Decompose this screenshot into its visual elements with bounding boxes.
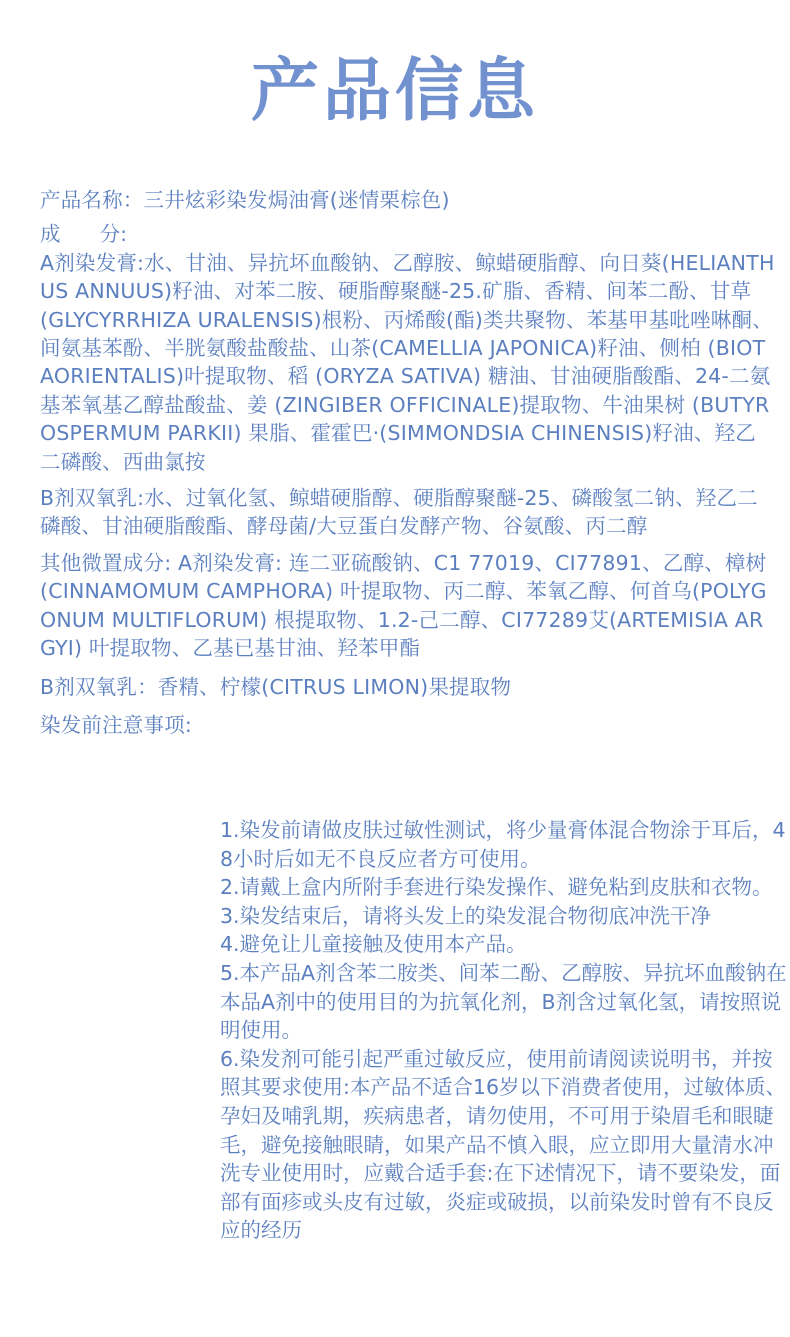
note-item: 4.避免让儿童接触及使用本产品。 — [220, 932, 527, 957]
note-item: 3.染发结束后，请将头发上的染发混合物彻底冲洗干净 — [220, 903, 712, 928]
other-ingredients-a: 其他微置成分: A剂染发膏: 连二亚硫酸钠、C1 77019、CI77891、乙醇、樟树(CINNAMOMUM CAMPHORA) 叶提取物、丙二醇、苯氧乙醇、何首乌(POLYGONUM MULTIFLORUM) 根提取物、1.2-己二醇、CI77289艾(ARTEMISIA ARGYI) 叶提取物、乙基已基甘油、羟苯甲酯 — [40, 550, 767, 661]
product-info-body — [40, 186, 775, 739]
other-ingredients-b: B剂双氧乳：香精、柠檬(CITRUS LIMON)果提取物 — [40, 674, 512, 699]
ingredients-b: B剂双氧乳:水、过氧化氢、鲸蜡硬脂醇、硬脂醇聚醚-25、磷酸氢二钠、羟乙二磷酸、甘油硬脂酸酯、酵母菌/大豆蛋白发酵产物、谷氨酸、丙二醇 — [40, 486, 758, 539]
notes-list — [220, 816, 788, 1245]
note-item: 1.染发前请做皮肤过敏性测试，将少量膏体混合物涂于耳后，48小时后如无不良反应者方可使用。 — [220, 818, 786, 871]
note-item: 5.本产品A剂含苯二胺类、间苯二酚、乙醇胺、异抗坏血酸钠在本品A剂中的使用目的为抗氧化剂，B剂含过氧化氢，请按照说明使用。 — [220, 960, 787, 1043]
ingredients-label: 成 分: — [40, 222, 128, 247]
page-title: 产品信息 — [0, 52, 790, 132]
notes-label: 染发前注意事项: — [40, 712, 193, 737]
note-item: 2.请戴上盒内所附手套进行染发操作、避免粘到皮肤和衣物。 — [220, 875, 773, 900]
ingredients-a: A剂染发膏:水、甘油、异抗坏血酸钠、乙醇胺、鲸蜡硬脂醇、向日葵(HELIANTHUS ANNUUS)籽油、对苯二胺、硬脂醇聚醚-25.矿脂、香精、间苯二酚、甘草 (GLYCYRRHIZA URALENSIS)根粉、丙烯酸(酯)类共聚物、苯基甲基吡唑啉酮、间氨基苯酚、半胱氨酸盐酸盐、山茶(CAMELLIA JAPONICA)籽油、侧柏 (BIOTAORIENTALIS)叶提取物、稻 (ORYZA SATIVA) 糖油、甘油硬脂酸酯、24-二氨基苯氧基乙醇盐酸盐、姜 (ZINGIBER OFFICINALE)提取物、牛油果树 (BUTYROSPERMUM PARKII) 果脂、霍霍巴·(SIMMONDSIA CHINENSIS)籽油、羟乙二磷酸、西曲氯按 — [40, 250, 775, 474]
product-name: 产品名称：三井炫彩染发焗油膏(迷情栗棕色) — [40, 188, 450, 212]
note-item: 6.染发剂可能引起严重过敏反应，使用前请阅读说明书，并按照其要求使用:本产品不适合16岁以下消费者使用，过敏体质、孕妇及哺乳期，疾病患者，请勿使用，不可用于染眉毛和眼睫毛，避免接触眼睛，如果产品不慎入眼，应立即用大量清水冲洗专业使用时，应戴合适手套:在下述情况下，请不要染发，面部有面疹或头皮有过敏，炎症或破损，以前染发时曾有不良反应的经历 — [220, 1046, 786, 1243]
